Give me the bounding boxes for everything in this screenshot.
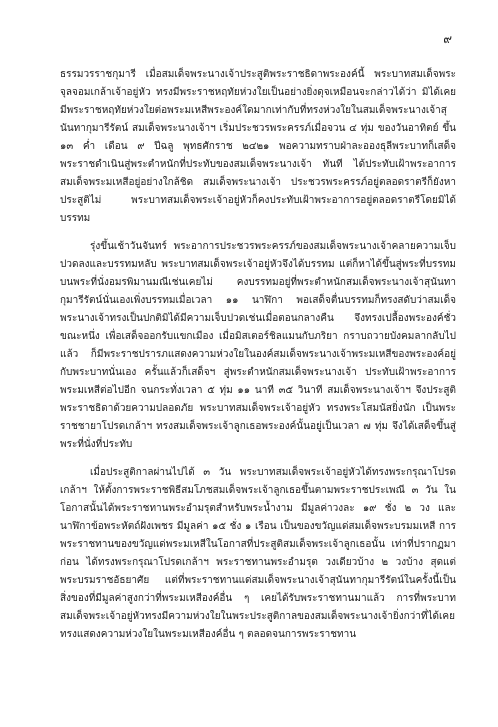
- document-body: [60, 66, 456, 644]
- page-number: ๙: [443, 32, 452, 46]
- paragraph-1: ธรรมวรราชกุมารี เมื่อสมเด็จพระนางเจ้าประสูติพระราชธิดาพระองค์นี้ พระบาทสมเด็จพระจุลจอมเกล้าเจ้าอยู่หัว ทรงมีพระราชหฤทัยห่วงใยเป็นอย่างยิ่งดุจเหมือนจะกล่าวได้ว่า มิได้เคยมีพระราชหฤทัยห่วงใยต่อพระมเหสีพระองค์ใดมากเท่ากับที่ทรงห่วงใยในสมเด็จพระนางเจ้าสุนันทากุมารีรัตน์ สมเด็จพระนางเจ้าฯ เริ่มประชวรพระครรภ์เมื่อจวน ๔ ทุ่ม ของวันอาทิตย์ ขึ้น ๑๓ ค่ำ เดือน ๙ ปีฉลู พุทธศักราช ๒๔๒๑ พอความทราบฝ่าละอองธุลีพระบาทก็เสด็จพระราชดำเนินสู่พระตำหนักที่ประทับของสมเด็จพระนางเจ้า ทันที ได้ประทับเฝ้าพระอาการสมเด็จพระมเหสีอยู่อย่างใกล้ชิด สมเด็จพระนางเจ้า ประชวรพระครรภ์อยู่ตลอดราตรีก็ยังหาประสูติไม่ พระบาทสมเด็จพระเจ้าอยู่หัวก็คงประทับเฝ้าพระอาการอยู่ตลอดราตรีโดยมิได้บรรทม: [60, 69, 456, 224]
- paragraph-3: เมื่อประสูติกาลผ่านไปได้ ๓ วัน พระบาทสมเด็จพระเจ้าอยู่หัวได้ทรงพระกรุณาโปรดเกล้าฯ ให้ตั้งการพระราชพิธีสมโภชสมเด็จพระเจ้าลูกเธอขึ้นตามพระราชประเพณี ๓ วัน ในโอกาสนั้นได้พระราชทานพระอำมรุตสำหรับพระน้ำงาม มีมูลค่าวงละ ๑๙ ชั่ง ๒ วง และนาฬิกาข้อพระหัตถ์ฝังเพชร มีมูลค่า ๑๕ ชั่ง ๑ เรือน เป็นของขวัญแด่สมเด็จพระบรมมเหสี การพระราชทานของขวัญแด่พระมเหสีในโอกาสที่ประสูติสมเด็จพระเจ้าลูกเธอนั้น เท่าที่ปรากฏมาก่อน ได้ทรงพระกรุณาโปรดเกล้าฯ พระราชทานพระอำมรุต วงเดียวบ้าง ๒ วงบ้าง สุดแต่พระบรมราชอัธยาศัย แต่ที่พระราชทานแด่สมเด็จพระนางเจ้าสุนันทากุมารีรัตน์ในครั้งนี้เป็นสิ่งของที่มีมูลค่าสูงกว่าที่พระมเหสีองค์อื่น ๆ เคยได้รับพระราชทานมาแล้ว การที่พระบาทสมเด็จพระเจ้าอยู่หัวทรงมีความห่วงใยในพระประสูติกาลของสมเด็จพระนางเจ้ายิ่งกว่าที่ได้เคยทรงแสดงความห่วงใยในพระมเหสีองค์อื่น ๆ ตลอดจนการพระราชทาน: [60, 467, 456, 640]
- paragraph-2: รุ่งขึ้นเช้าวันจันทร์ พระอาการประชวรพระครรภ์ของสมเด็จพระนางเจ้าคลายความเจ็บปวดลงและบรรทมหลับ พระบาทสมเด็จพระเจ้าอยู่หัวจึงได้บรรทม แต่ก็หาได้ขึ้นสู่พระที่บรรทมบนพระที่นั่งอมรพิมานมณีเช่นเคยไม่ คงบรรทมอยู่ที่พระตำหนักสมเด็จพระนางเจ้าสุนันทากุมารีรัตน์นั่นเองเพิ่งบรรทมเมื่อเวลา ๑๑ นาฬิกา พอเสด็จตื่นบรรทมก็ทรงสดับว่าสมเด็จพระนางเจ้าทรงเป็นปกติมิได้มีความเจ็บปวดเช่นเมื่อตอนกลางคืน จึงทรงเปลื้องพระองค์ชั่วขณะหนึ่ง เพื่อเสด็จออกรับแขกเมือง เมื่อมิสเตอร์ชิลแมนกับภริยา กราบถวายบังคมลากลับไปแล้ว ก็มีพระราชปรารภแสดงความห่วงใยในองค์สมเด็จพระนางเจ้าพระมเหสีของพระองค์อยู่กับพระบาทนั่นเอง ครั้นแล้วก็เสด็จฯ สู่พระตำหนักสมเด็จพระนางเจ้า ประทับเฝ้าพระอาการพระมเหสีต่อไปอีก จนกระทั่งเวลา ๕ ทุ่ม ๑๑ นาที ๓๕ วินาที สมเด็จพระนางเจ้าฯ จึงประสูติพระราชธิดาด้วยความปลอดภัย พระบาทสมเด็จพระเจ้าอยู่หัว ทรงพระโสมนัสยิ่งนัก เป็นพระราชชายาโปรดเกล้าฯ ทรงสมเด็จพระเจ้าลูกเธอพระองค์นั้นอยู่เป็นเวลา ๗ ทุ่ม จึงได้เสด็จขึ้นสู่พระที่นั่งที่ประทับ: [60, 241, 456, 450]
